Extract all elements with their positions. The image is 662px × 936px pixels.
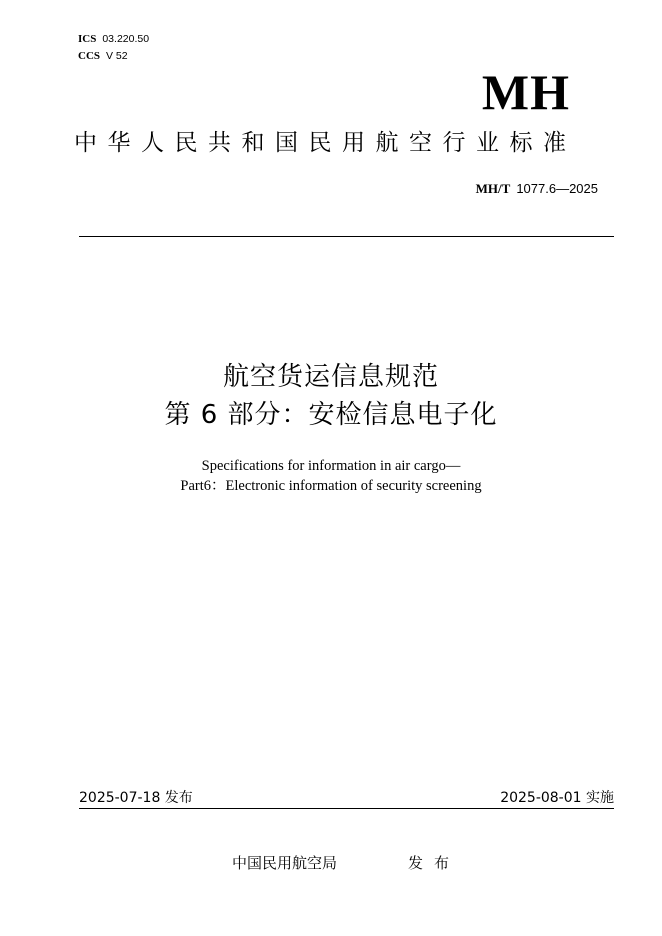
ccs-code: V 52 — [106, 50, 128, 62]
issuing-action: 发布 — [408, 854, 461, 872]
standard-number — [476, 180, 598, 199]
standard-number-value: 1077.6—2025 — [516, 181, 598, 196]
ccs-label: CCS — [78, 50, 101, 62]
ics-classification — [78, 32, 149, 46]
document-title: 航空货运信息规范 — [222, 362, 439, 392]
english-title: Specifications for information in air cargo— — [201, 458, 461, 474]
implementation-date: 2025-08-01 实施 — [500, 790, 614, 806]
ccs-classification — [78, 49, 128, 63]
issue-date: 2025-07-18 发布 — [79, 790, 193, 806]
standard-code: MH/T — [475, 181, 511, 196]
issuing-authority: 中国民用航空局 — [232, 854, 338, 872]
standard-series-heading: 中华人民共和国民用航空行业标准 — [74, 130, 577, 156]
ics-label: ICS — [78, 33, 97, 45]
ics-code: 03.220.50 — [102, 33, 150, 45]
mh-logo: MH — [481, 64, 570, 120]
english-subtitle: Part6：Electronic information of security screening — [180, 478, 482, 494]
bottom-divider — [79, 808, 614, 809]
document-subtitle: 第 6 部分：安检信息电子化 — [164, 400, 498, 430]
top-divider — [79, 236, 614, 237]
